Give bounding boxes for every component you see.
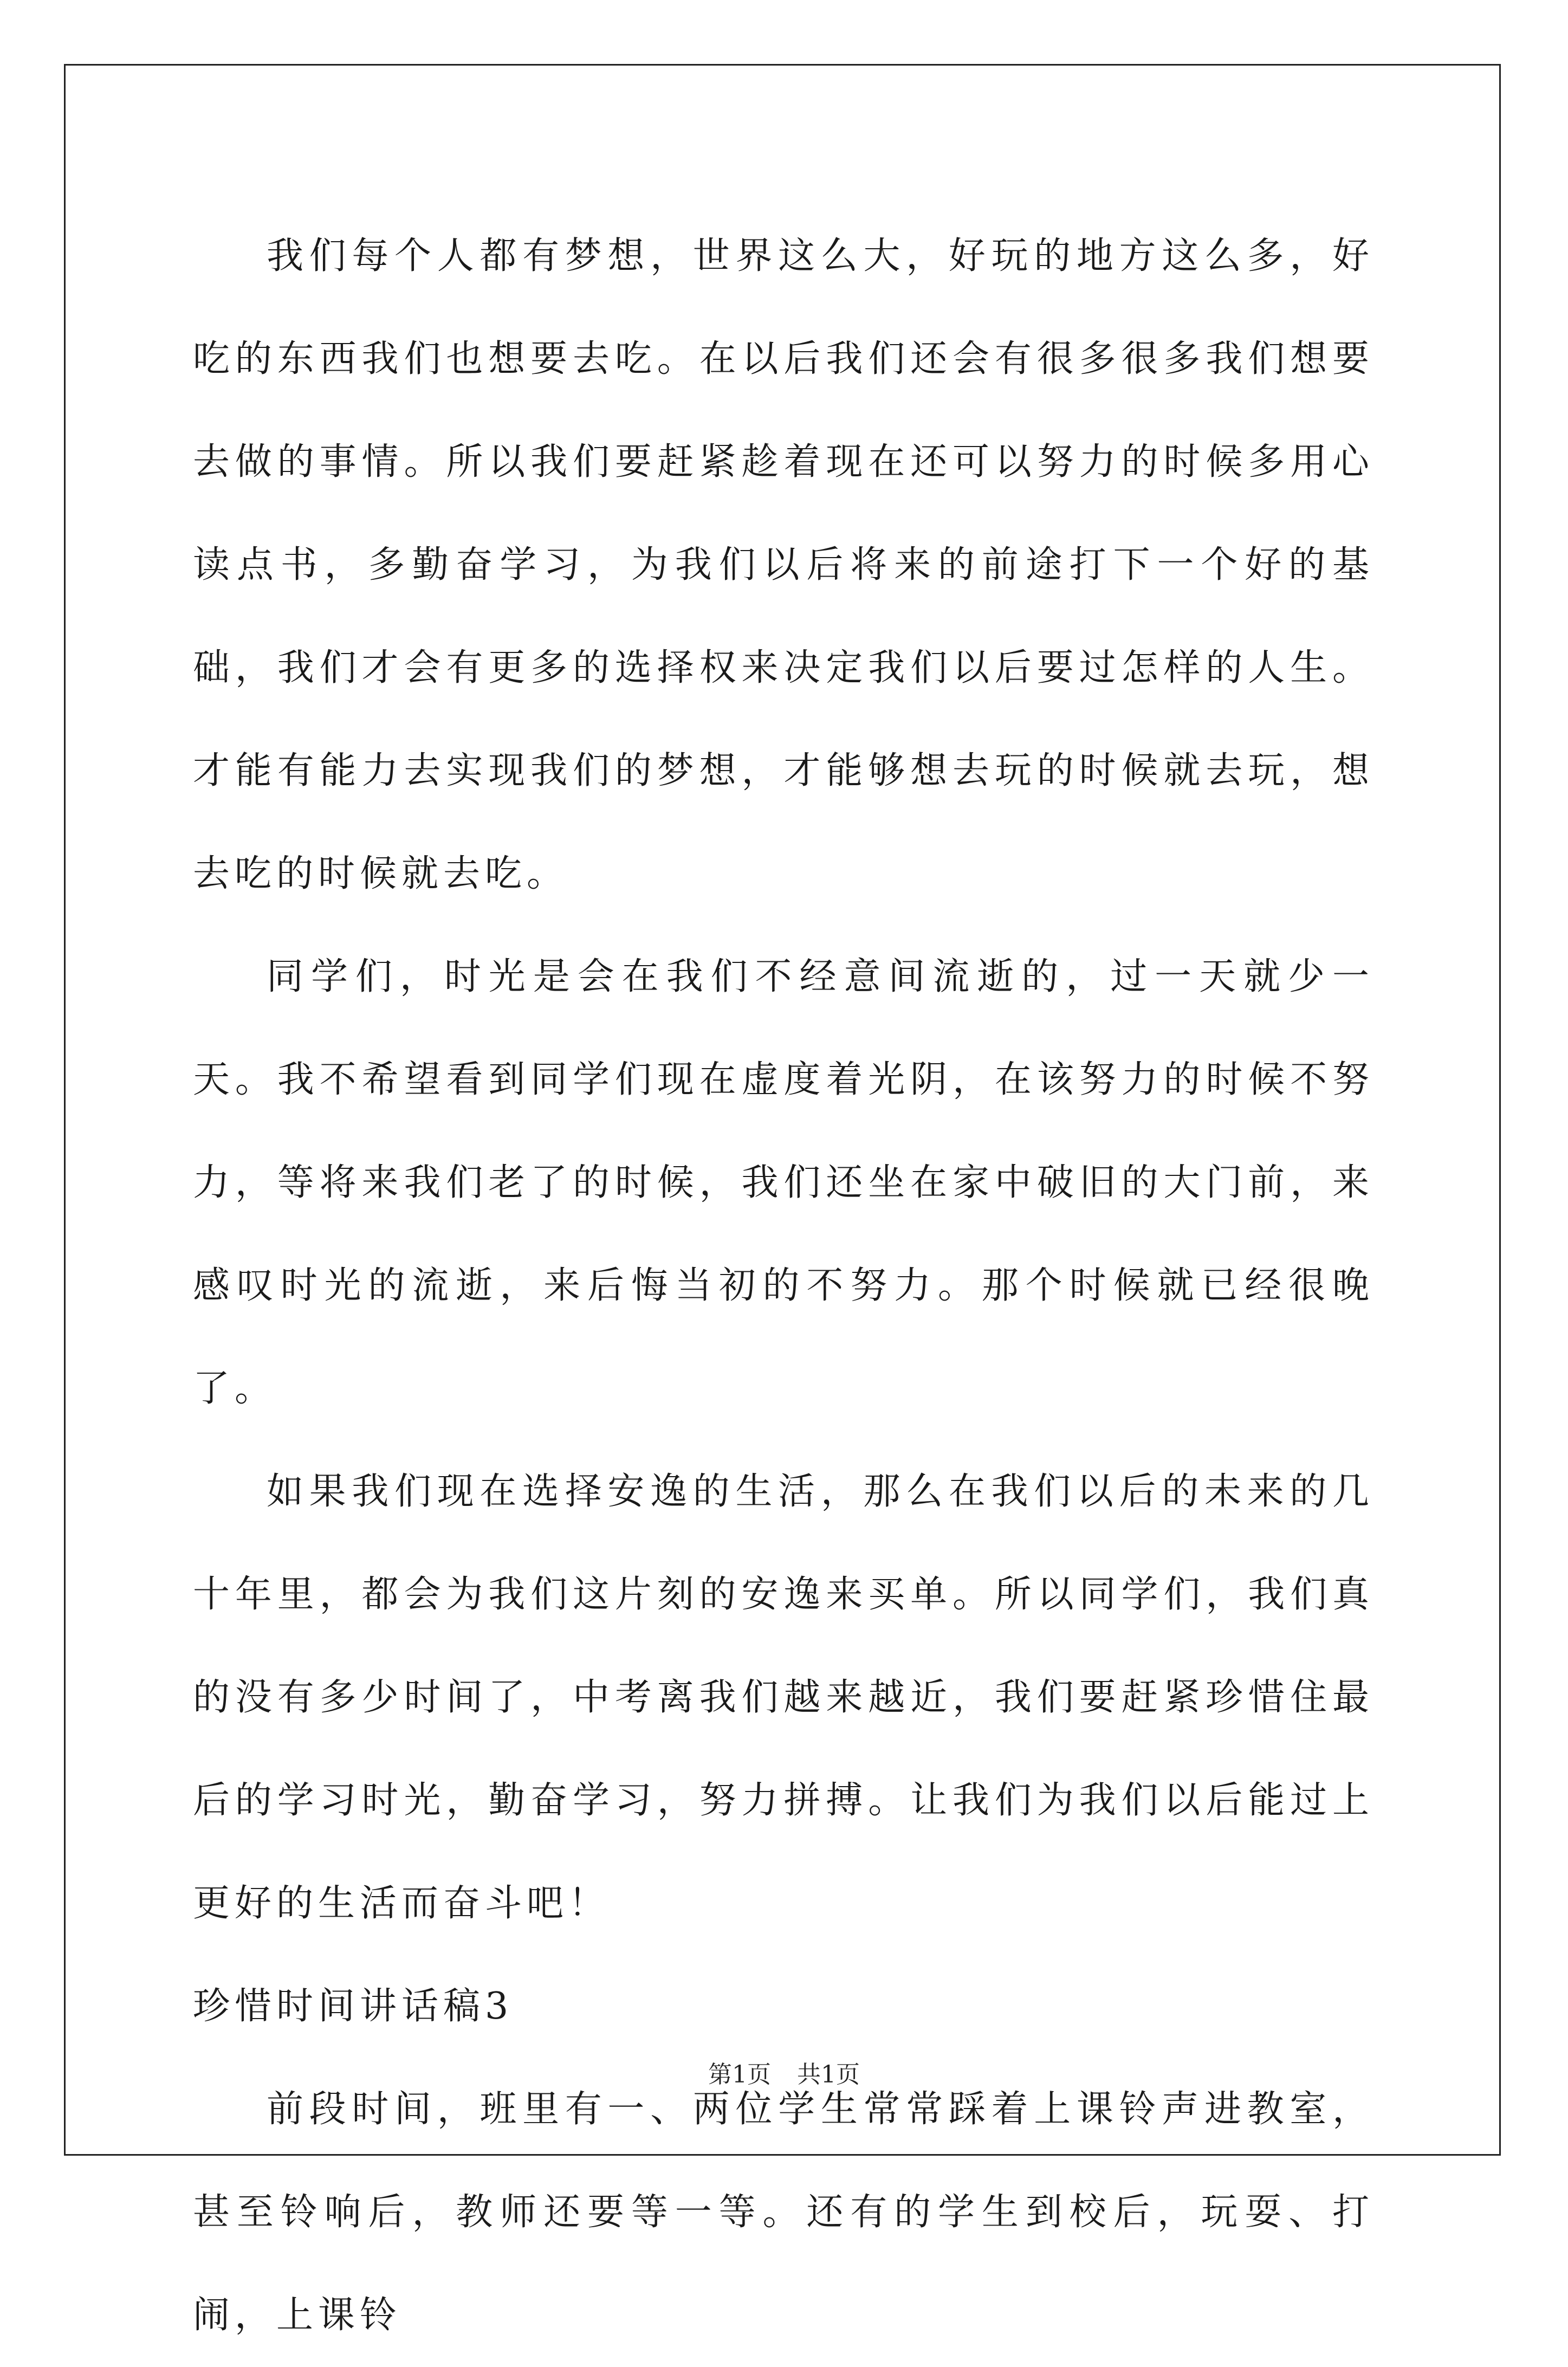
document-body [193,205,1374,2367]
paragraph-1: 我们每个人都有梦想，世界这么大，好玩的地方这么多，好吃的东西我们也想要去吃。在以后我们还会有很多很多我们想要去做的事情。所以我们要赶紧趁着现在还可以努力的时候多用心读点书，多勤奋学习，为我们以后将来的前途打下一个好的基础，我们才会有更多的选择权来决定我们以后要过怎样的人生。才能有能力去实现我们的梦想，才能够想去玩的时候就去玩，想去吃的时候就去吃。 [193,235,1374,895]
paragraph-4: 前段时间，班里有一、两位学生常常踩着上课铃声进教室，甚至铃响后，教师还要等一等。还有的学生到校后，玩耍、打闹，上课铃 [193,2088,1374,2337]
page-number: 第1页 [708,2061,771,2088]
page-footer [0,2055,1568,2090]
paragraph-2: 同学们，时光是会在我们不经意间流逝的，过一天就少一天。我不希望看到同学们现在虚度着光阴，在该努力的时候不努力，等将来我们老了的时候，我们还坐在家中破旧的大门前，来感叹时光的流逝，来后悔当初的不努力。那个时候就已经很晚了。 [193,955,1374,1410]
page-total: 共1页 [797,2061,860,2088]
section-heading: 珍惜时间讲话稿3 [193,1985,514,2028]
paragraph-3: 如果我们现在选择安逸的生活，那么在我们以后的未来的几十年里，都会为我们这片刻的安逸来买单。所以同学们，我们真的没有多少时间了，中考离我们越来越近，我们要赶紧珍惜住最后的学习时光，勤奋学习，努力拼搏。让我们为我们以后能过上更好的生活而奋斗吧！ [193,1470,1374,1925]
